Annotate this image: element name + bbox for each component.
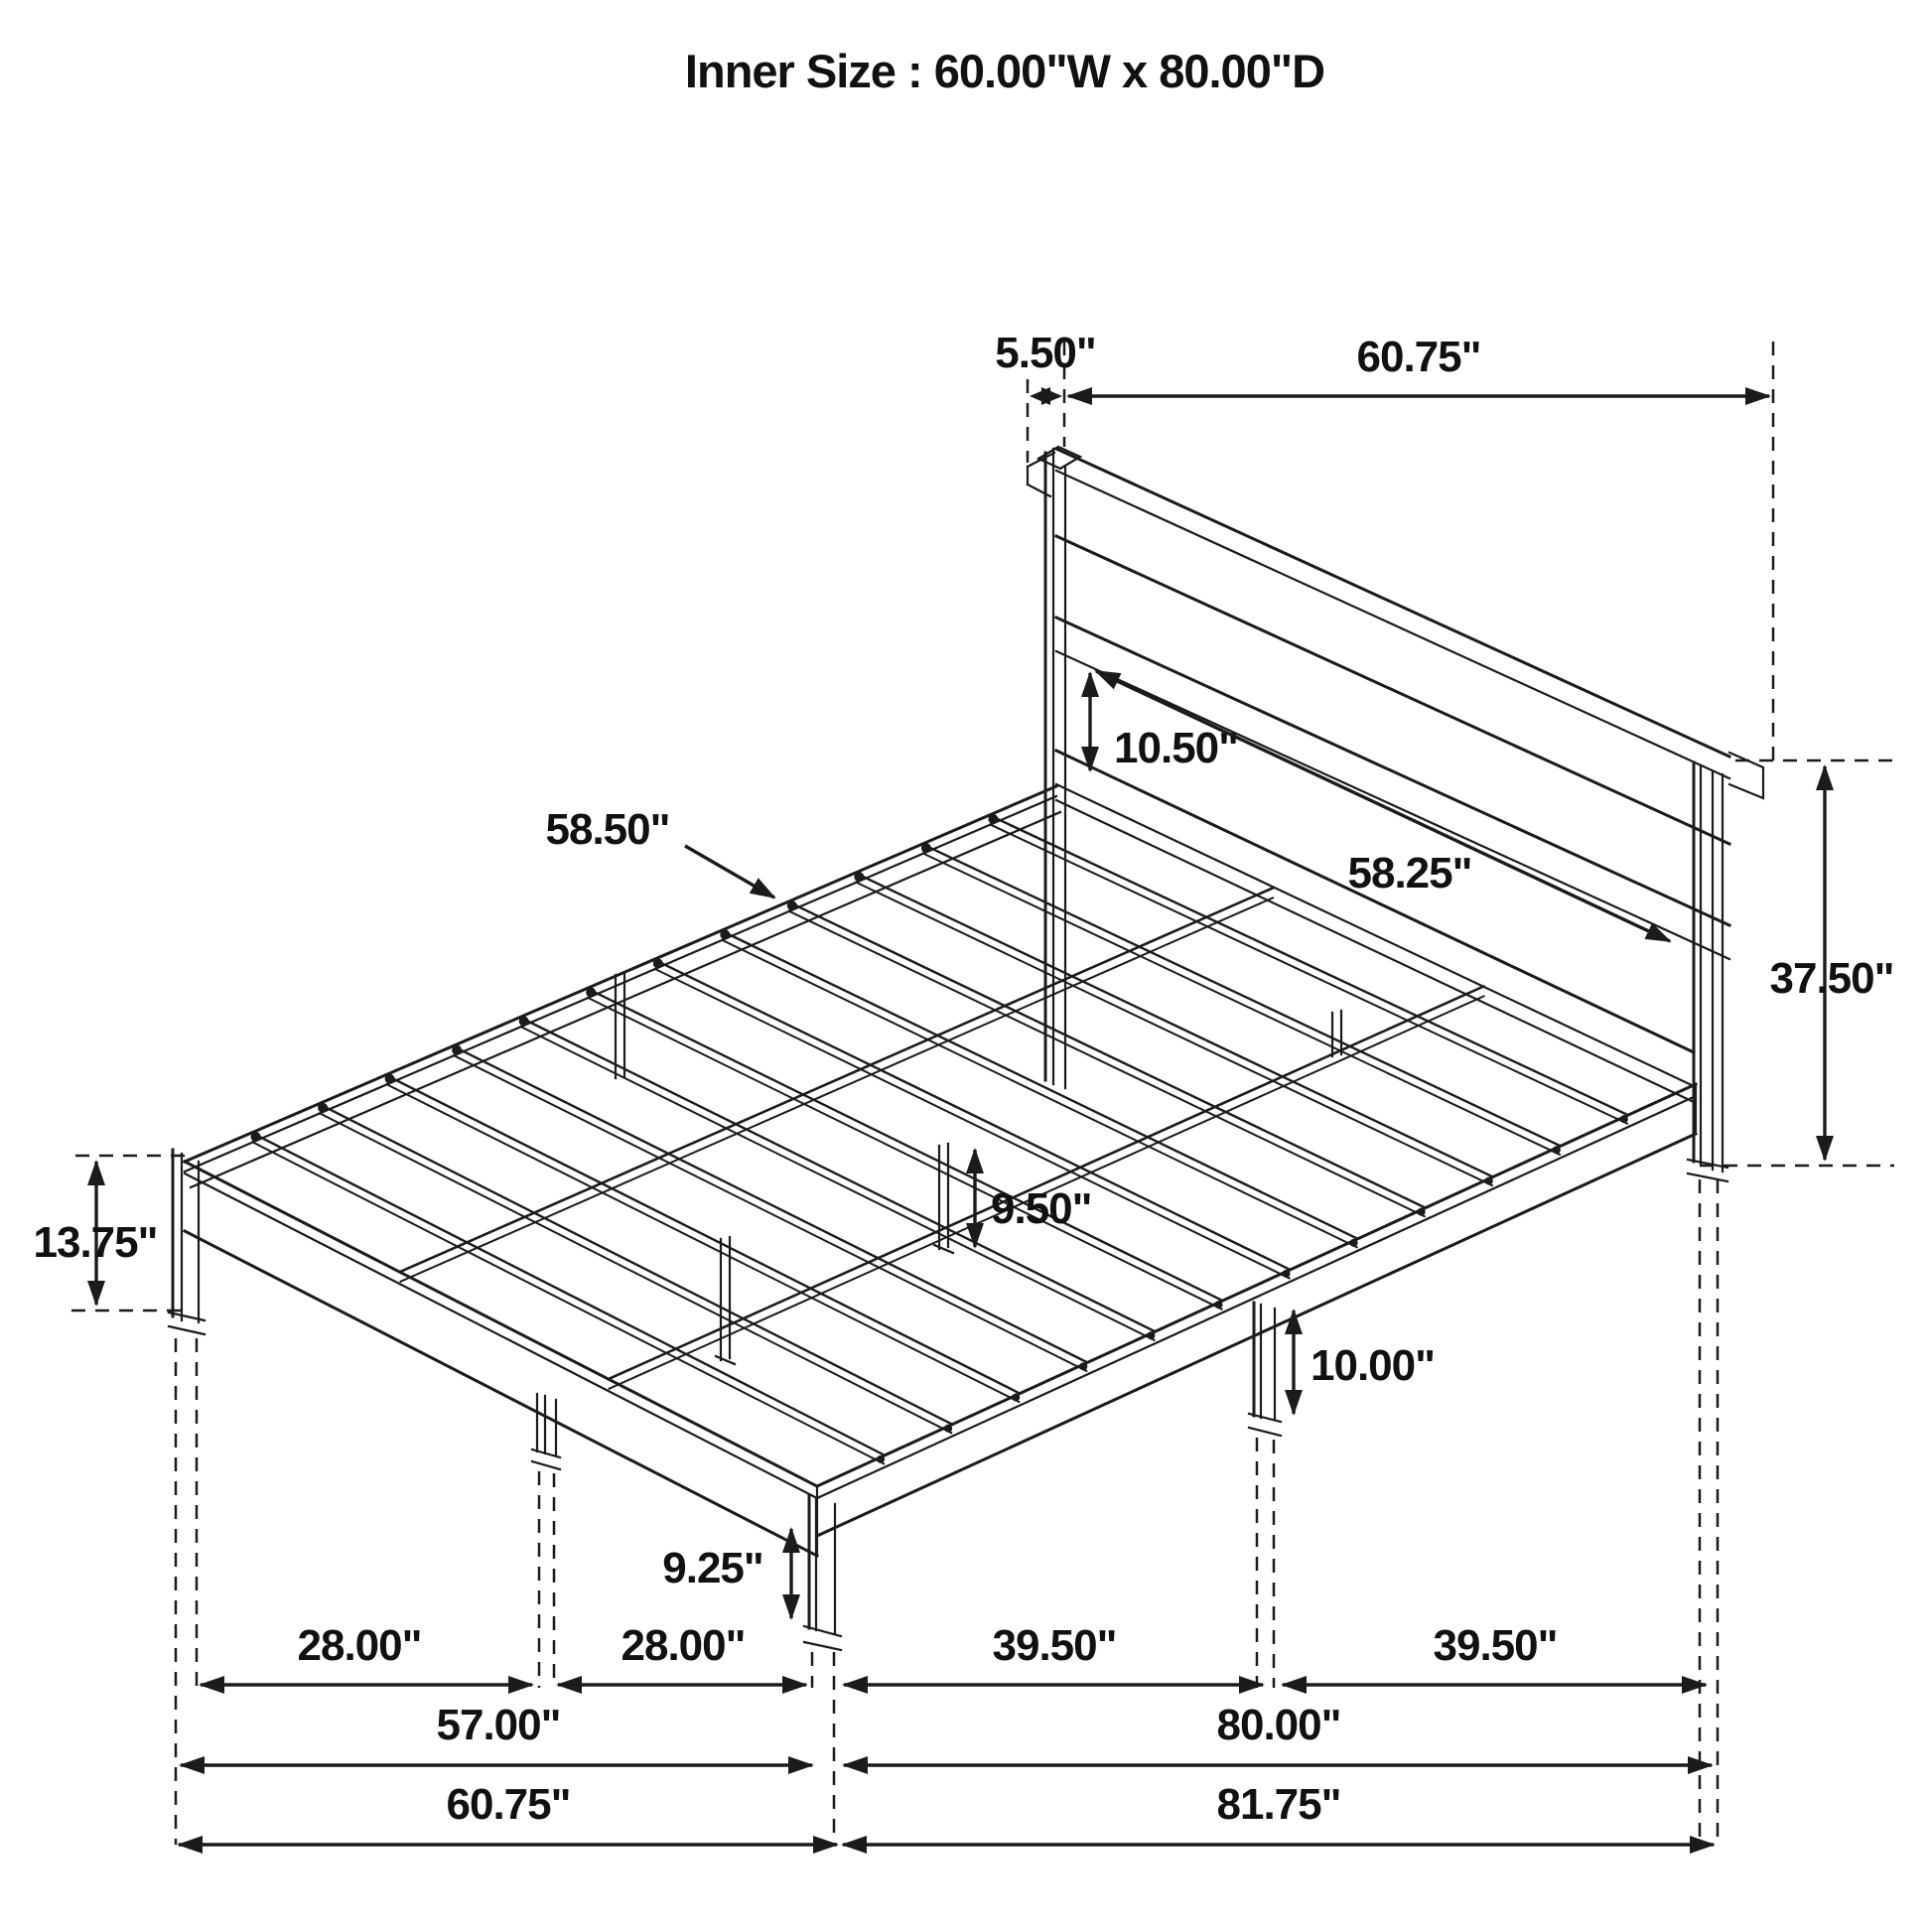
dim-label-headboard-width: 60.75" [1356,333,1481,381]
center-support-rails [400,888,1485,1389]
dim-label-headboard-height: 37.50" [1769,954,1894,1003]
dim-label-headboard-inner-width: 58.25" [1347,849,1472,897]
dim-label-headboard-panel-gap: 10.50" [1114,724,1238,772]
dim-label-foot-right-span: 28.00" [621,1621,746,1670]
dim-label-side-rear-span: 39.50" [1433,1621,1558,1670]
page-title: Inner Size : 60.00"W x 80.00"D [684,45,1325,97]
dim-label-foot-left-span: 28.00" [297,1621,422,1670]
dim-label-center-leg-height: 9.50" [991,1184,1092,1233]
dim-label-side-front-span: 39.50" [992,1621,1117,1670]
dim-label-side-leg-height: 10.00" [1311,1341,1435,1390]
dim-label-inner-depth: 80.00" [1216,1701,1341,1749]
dim-label-footboard-height: 13.75" [33,1218,158,1267]
dim-label-overall-depth: 81.75" [1216,1780,1341,1829]
dim-label-overall-width: 60.75" [446,1780,571,1829]
dim-label-headboard-shelf-depth: 5.50" [995,329,1096,377]
dim-label-foot-leg-height: 9.25" [662,1544,763,1592]
dim-label-slat-width: 58.50" [545,805,670,854]
dim-label-frame-width: 57.00" [436,1701,561,1749]
dimension-annotations [34,329,1894,1845]
headboard-wireframe [1028,447,1763,1181]
